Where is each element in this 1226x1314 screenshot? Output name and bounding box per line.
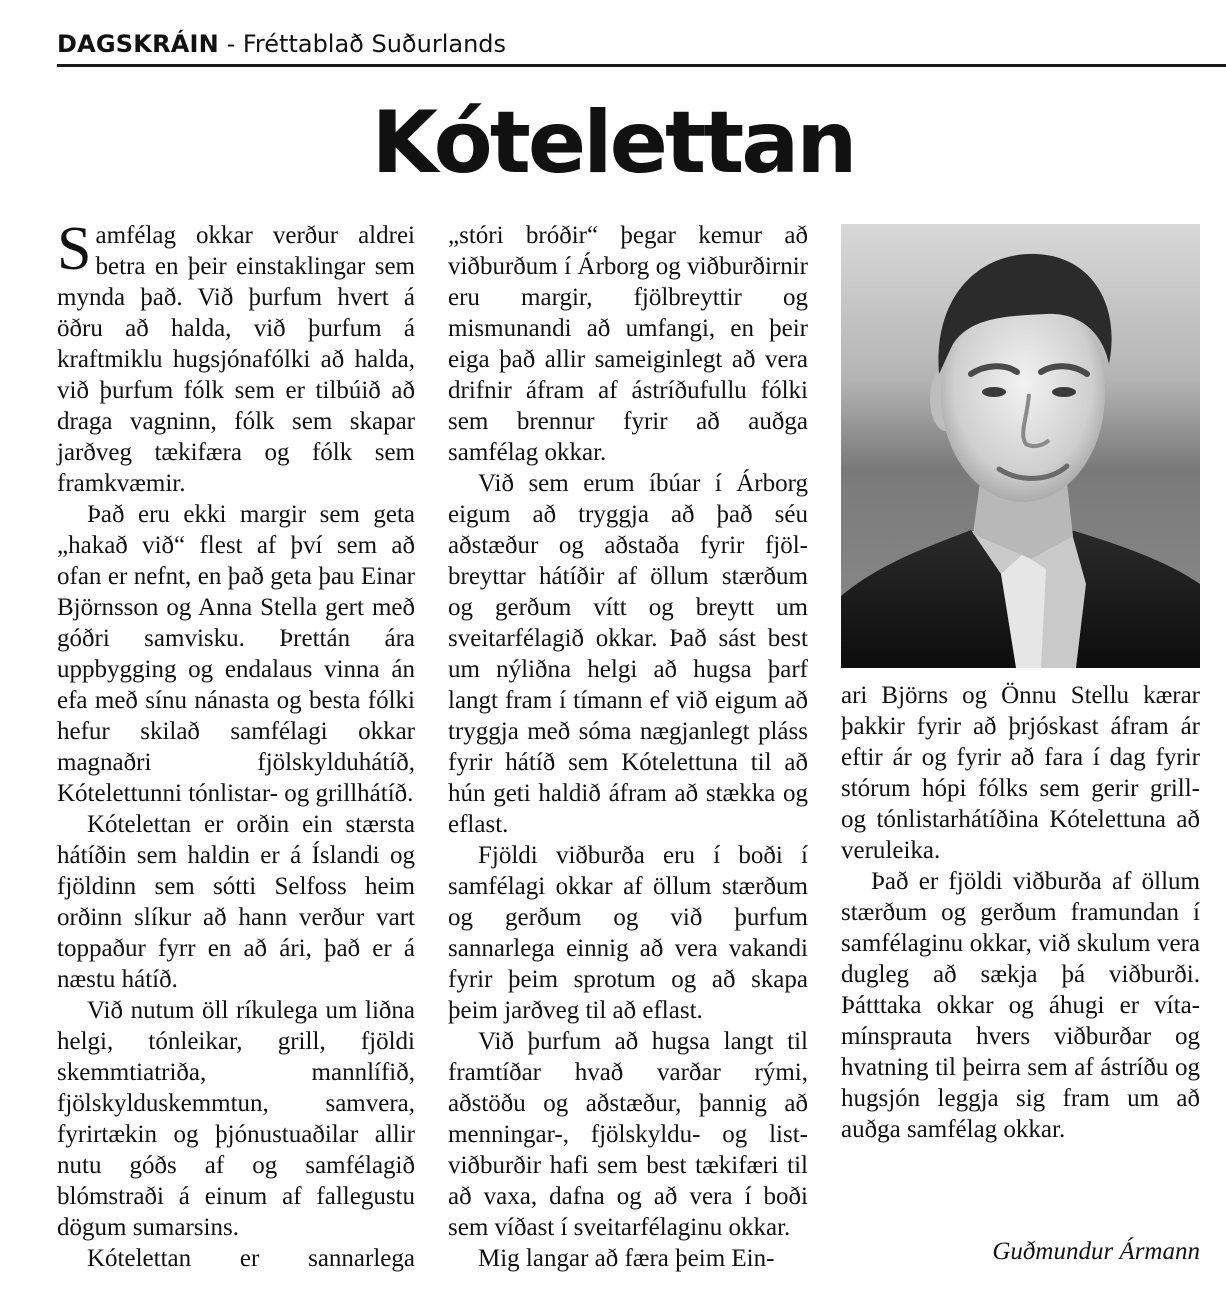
header-rule — [57, 64, 1226, 67]
masthead-separator: - — [218, 30, 243, 58]
article-column-1 — [57, 215, 415, 1274]
paragraph: Mig langar að færa þeim Ein- — [478, 1245, 775, 1272]
portrait-icon — [841, 224, 1200, 668]
publication-subtitle: Fréttablað Suðurlands — [242, 30, 507, 58]
paragraph: Fjöldi viðburða eru í boði í samfélagi okkar af öllum stærðum og gerðum og við þurfum sannarlega einnig að vera vakandi fyrir þeim sprotum og að skapa þeim jarðveg til að eflast. — [448, 842, 808, 1024]
paragraph: Við nutum öll ríkulega um liðna helgi, tónleikar, grill, fjöldi skemmtiatriða, mannlífið, fjölskylduskemmtun, samvera, fyrirtækin og þjónustuaðilar allir nutu góðs af og samfélagið blómstraði á einum af fallegustu dögum sumarsins. — [57, 997, 415, 1241]
paragraph: Kótelettan er orðin ein stærsta hátíðin sem haldin er á Íslandi og fjöldinn sem sótti Selfoss heim orðinn slíkur að hann verður vart toppaður fyrr en að ári, það er á næstu hátíð. — [57, 811, 415, 993]
drop-cap: S — [57, 215, 92, 283]
paragraph: Kótelettan er sannarlega — [87, 1245, 415, 1272]
author-signature: Guðmundur Ármann — [992, 1238, 1200, 1265]
paragraph: ari Björns og Önnu Stellu kærar þakkir fyrir að þrjóskast áfram ár eftir ár og fyrir að fara í dag fyrir stórum hópi fólks sem gerir grill- og tónlistarhátíðina Kótelettuna að veruleika. — [841, 682, 1200, 864]
article-column-3 — [841, 680, 1200, 1145]
paragraph: „stóri bróðir“ þegar kemur að viðburðum í Árborg og viðburðirnir eru margir, fjölbreyttir og mismunandi að umfangi, en þeir eiga það allir sameiginlegt að vera drifnir áfram af ástríðufullu fólki sem brennur fyrir að auðga samfélag okkar. — [448, 222, 808, 466]
publication-name: DAGSKRÁIN — [57, 30, 219, 58]
paragraph — [57, 215, 415, 499]
article-title: Kótelettan — [371, 93, 855, 193]
paragraph: Við þurfum að hugsa langt til framtíðar hvað varðar rými, aðstöðu og aðstæður, þannig að menningar-, fjölskyldu- og listviðburðir hafi sem best tækifæri til að vaxa, dafna og að vera í boði sem víðast í sveitarfélaginu okkar. — [448, 1028, 808, 1241]
article-column-2 — [448, 220, 808, 1274]
paragraph: Það er fjöldi viðburða af öllum stærðum og gerðum framundan í samfélaginu okkar, við skulum vera dugleg að sækja þá viðburði. Þátttaka okkar og áhugi er vítamínsprauta hvers viðburðar og hvatning til þeirra sem af ástríðu og hugsjón leggja sig fram um að auðga samfélag okkar. — [841, 868, 1200, 1143]
paragraph: Það eru ekki margir sem geta „hakað við“ flest af því sem að ofan er nefnt, en það geta þau Einar Björnsson og Anna Stella gert með góðri samvisku. Þrettán ára uppbygging og endalaus vinna án efa með sínu nánasta og besta fólki hefur skilað samfélagi okkar magnaðri fjölskylduhátíð, Kótelettunni tónlistar- og grillhátíð. — [57, 501, 415, 807]
paragraph-text: amfélag okkar verður aldrei betra en þeir einstaklingar sem mynda það. Við þurfum hvert á öðru að halda, við þurfum á kraftmiklu hugsjónafólki að halda, við þurfum fólk sem er tilbúið að draga vagninn, fólk sem skapar jarðveg tækifæra og fólk sem framkvæmir. — [57, 222, 415, 497]
author-portrait-photo — [841, 224, 1200, 668]
masthead — [57, 28, 506, 60]
paragraph: Við sem erum íbúar í Árborg eigum að tryggja að það séu aðstæður og aðstaða fyrir fjölbreyttar hátíðir af öllum stærðum og gerðum vítt og breytt um sveitarfélagið okkar. Það sást best um nýliðna helgi að hugsa þarf langt fram í tímann ef við eigum að tryggja með sóma nægjanlegt pláss fyrir hátíð sem Kótelettuna til að hún geti haldið áfram að stækka og eflast. — [448, 470, 808, 838]
